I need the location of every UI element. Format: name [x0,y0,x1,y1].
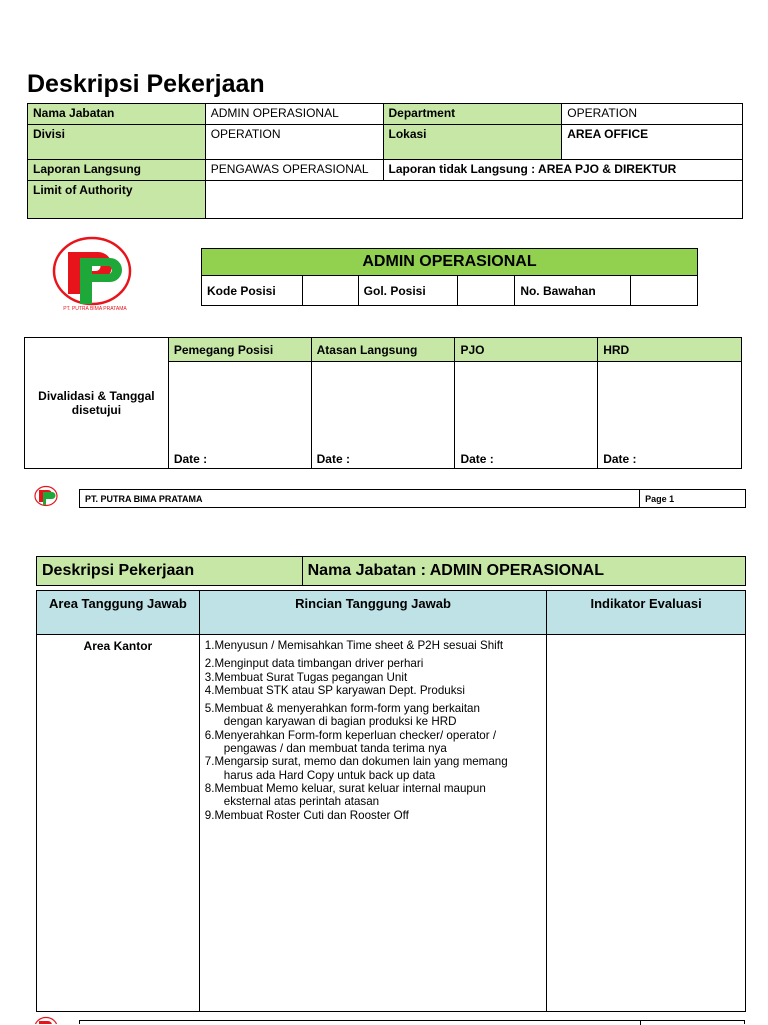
date-field: Date : [598,362,742,469]
task-item: eksternal atas perintah atasan [223,795,380,809]
laporan-tidak-langsung: Laporan tidak Langsung : AREA PJO & DIREKTUR [383,160,743,181]
footer-bar [79,489,746,508]
laporan-langsung-value: PENGAWAS OPERASIONAL [205,160,383,181]
validation-col-header: PJO [455,338,598,362]
date-field: Date : [168,362,311,469]
limit-of-authority-value [205,181,742,219]
kode-posisi-label: Kode Posisi [202,276,303,306]
task-item: dengan karyawan di bagian produksi ke HRD [223,715,457,729]
col-rincian-tanggung-jawab: Rincian Tanggung Jawab [199,591,546,635]
task-item: 7.Mengarsip surat, memo dan dokumen lain yang memang [204,755,508,769]
task-list-cell [199,635,546,1012]
lokasi-label: Lokasi [383,125,562,160]
logo-icon [50,234,140,316]
task-item: 8.Membuat Memo keluar, surat keluar internal maupun [204,781,486,795]
kode-posisi-value [302,276,358,306]
area-kantor: Area Kantor [37,635,200,1012]
date-field: Date : [311,362,455,469]
task-item: 2.Menginput data timbangan driver perhari [204,657,424,671]
no-bawahan-value [631,276,698,306]
col-area-tanggung-jawab: Area Tanggung Jawab [37,591,200,635]
limit-of-authority-label: Limit of Authority [28,181,206,219]
validation-label: Divalidasi & Tanggal disetujui [25,338,169,469]
nama-jabatan-label: Nama Jabatan [28,104,206,125]
nama-jabatan-value: ADMIN OPERASIONAL [205,104,383,125]
department-label: Department [383,104,562,125]
col-indikator-evaluasi: Indikator Evaluasi [547,591,746,635]
task-item: 3.Membuat Surat Tugas pegangan Unit [204,670,408,684]
indikator-evaluasi-cell [547,635,746,1012]
divisi-label: Divisi [28,125,206,160]
page-title: Deskripsi Pekerjaan [27,70,265,98]
task-item: harus ada Hard Copy untuk back up data [223,768,436,782]
task-item: 9.Membuat Roster Cuti dan Rooster Off [204,808,409,822]
position-box-title: ADMIN OPERASIONAL [202,249,698,276]
logo-caption: PT. PUTRA BIMA PRATAMA [63,306,127,312]
task-item: 5.Membuat & menyerahkan form-form yang berkaitan [204,702,480,716]
job-description-header [36,556,746,586]
no-bawahan-label: No. Bawahan [515,276,631,306]
divisi-value: OPERATION [205,125,383,160]
task-item: 4.Membuat STK atau SP karyawan Dept. Produksi [204,683,465,697]
footer-bar-partial [79,1020,745,1024]
company-logo [50,234,140,316]
footer-company: PT. PUTRA BIMA PRATAMA [80,490,640,508]
job-info-table [27,103,743,219]
date-field: Date : [455,362,598,469]
task-item: 6.Menyerahkan Form-form keperluan checker/ operator / [204,728,497,742]
gol-posisi-value [458,276,515,306]
validation-col-header: Atasan Langsung [311,338,455,362]
task-list [205,639,541,822]
validation-col-header: HRD [598,338,742,362]
position-box [201,248,698,306]
footer-logo-icon [34,485,60,509]
validation-table [24,337,742,469]
laporan-langsung-label: Laporan Langsung [28,160,206,181]
task-item: pengawas / dan membuat tanda terima nya [223,742,447,756]
gol-posisi-label: Gol. Posisi [358,276,458,306]
footer-page-number: Page 1 [640,490,746,508]
lokasi-value: AREA OFFICE [562,125,743,160]
job-description-position: Nama Jabatan : ADMIN OPERASIONAL [302,557,745,586]
department-value: OPERATION [562,104,743,125]
job-description-title: Deskripsi Pekerjaan [37,557,303,586]
responsibility-table [36,590,746,1012]
validation-col-header: Pemegang Posisi [168,338,311,362]
footer-logo-icon [34,1016,60,1024]
task-item: 1.Menyusun / Memisahkan Time sheet & P2H sesuai Shift [204,639,504,652]
